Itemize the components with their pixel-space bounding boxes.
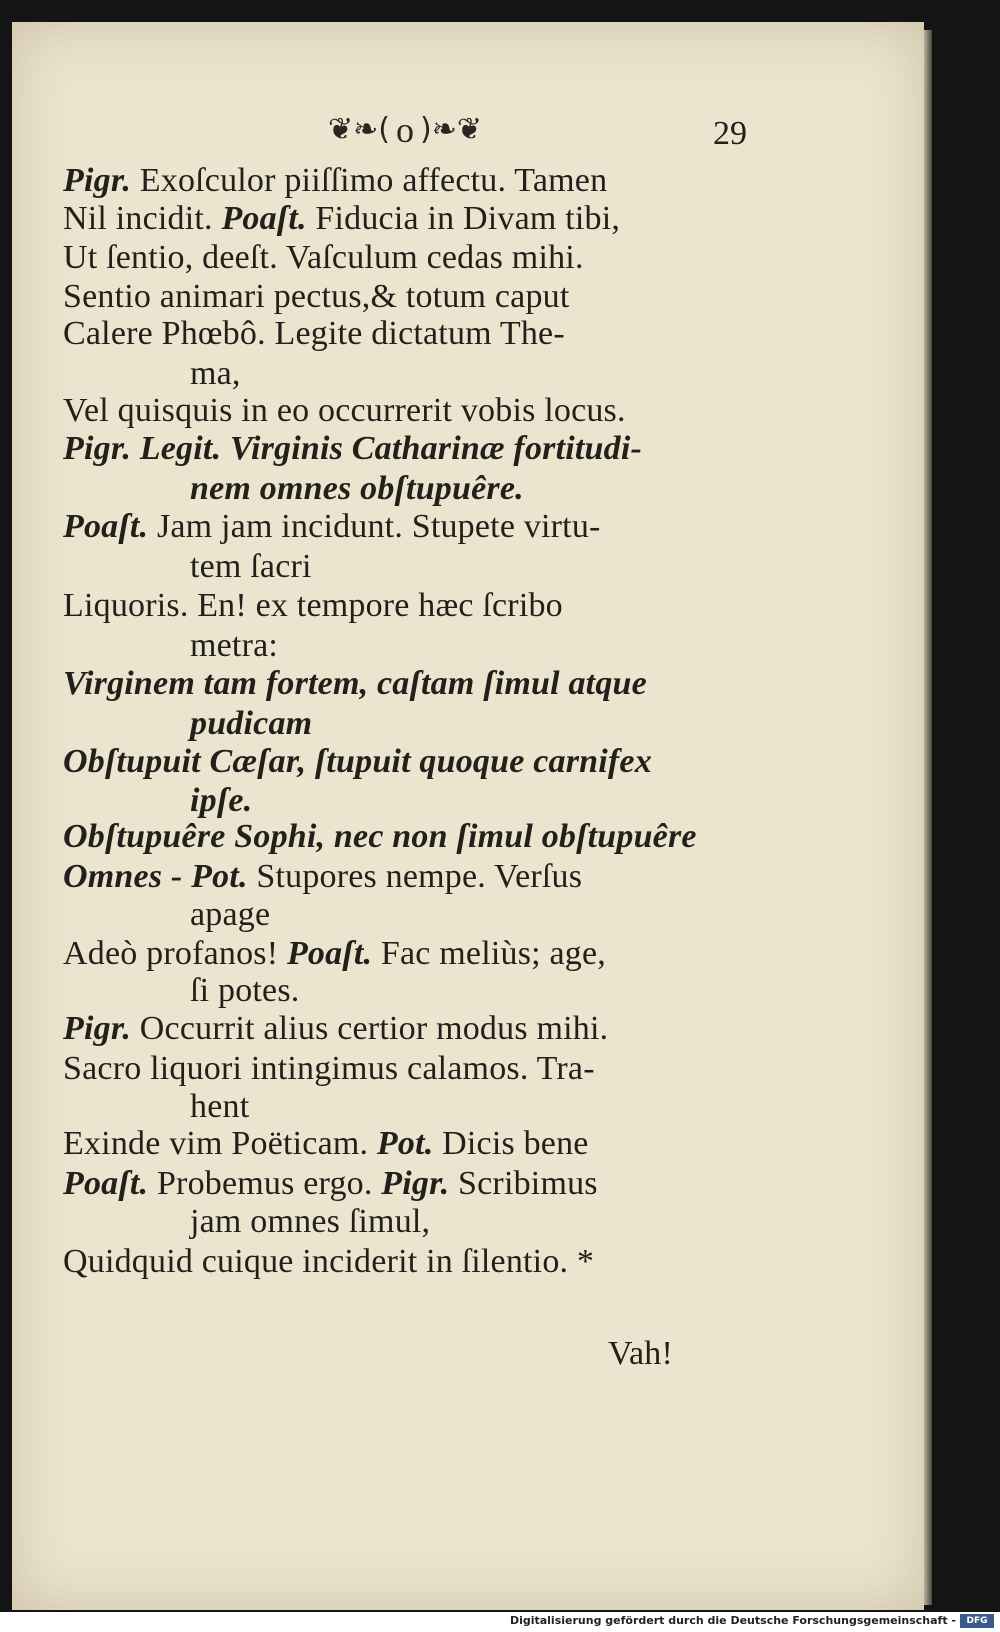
speaker-or-italic-text: Poaſt. [63,508,149,545]
line-text: Scribimus [449,1165,598,1202]
footer-credit: Digitalisierung gefördert durch die Deutsche Forschungsgemeinschaft - [509,1614,956,1627]
speaker-or-italic-text: Pigr. [63,162,132,199]
text-line [63,239,584,277]
text-line [63,858,582,896]
speaker-or-italic-text: Pigr. Legit. [63,430,222,467]
ornament-right: )❧❦ [420,112,482,147]
dfg-logo: DFG [960,1614,994,1628]
text-line [63,315,565,353]
text-line [190,705,312,743]
speaker-or-italic-text: ipſe. [190,782,253,819]
speaker-or-italic-text: pudicam [190,705,313,742]
text-line [190,1203,430,1241]
speaker-or-italic-text: nem omnes obſtupuêre. [190,470,524,507]
speaker-or-italic-text: Pigr. [381,1165,450,1202]
line-text: Probemus ergo. [148,1165,382,1202]
catchword: Vah! [608,1335,673,1372]
line-text: Occurrit alius certior modus mihi. [131,1010,609,1047]
text-line [190,896,270,934]
line-text: Ut ſentio, deeſt. Vaſculum cedas mihi. [63,239,584,276]
speaker-or-italic-text: Obſtupuit Cæſar, ſtupuit quoque carnifex [63,743,652,780]
line-text: metra: [190,627,279,664]
text-line [190,627,278,665]
line-text: Nil incidit. [63,200,222,237]
ornament-center-symbol: o [396,110,414,150]
line-text: Exoſculor piiſſimo affectu. Tamen [131,162,608,199]
speaker-or-italic-text: Poaſt. [221,200,307,237]
line-text: Jam jam incidunt. Stupete virtu- [148,508,601,545]
speaker-or-italic-text: Virginem tam fortem, caſtam ſimul atque [63,665,647,702]
speaker-or-italic-text: Poaſt. [63,1165,149,1202]
text-line [63,392,626,430]
line-text: jam omnes ſimul, [190,1203,431,1240]
line-text [221,430,230,467]
speaker-or-italic-text: Obſtupuêre Sophi, nec non ſimul obſtupuêre [63,818,697,855]
speaker-or-italic-text: Virginis Catharinæ fortitudi- [229,430,642,467]
line-text: ma, [190,355,241,392]
text-line [190,1088,249,1126]
line-text: Calere Phœbô. Legite dictatum The- [63,315,565,352]
speaker-or-italic-text: Pigr. [63,1010,132,1047]
text-line [63,162,607,200]
line-text: Quidquid cuique inciderit in ſilentio. * [63,1243,595,1280]
text-line [63,1243,594,1281]
text-line [63,508,601,546]
line-text: Exinde vim Poëticam. [63,1125,377,1162]
text-line [63,1125,589,1163]
speaker-or-italic-text: Pot. [376,1125,434,1162]
text-line [63,278,570,316]
text-line [63,200,620,238]
line-text: Vel quisquis in eo occurrerit vobis locus. [63,392,626,429]
page-edge [924,30,932,1605]
text-line [190,355,241,393]
text-line [190,972,299,1010]
line-text: ſi potes. [190,972,300,1009]
line-text: apage [190,896,271,933]
line-text: Sacro liquori intingimus calamos. Tra- [63,1050,595,1087]
line-text: Adeò profanos! [63,935,287,972]
text-line [63,430,642,468]
page-number: 29 [713,115,747,152]
text-line [190,782,252,820]
line-text: tem ſacri [190,548,312,585]
text-line [63,743,652,781]
speaker-or-italic-text: Poaſt. [286,935,373,972]
text-line [63,935,606,973]
text-line [63,1010,608,1048]
text-line [63,1165,598,1203]
text-line [190,470,524,508]
line-text: Liquoris. En! ex tempore hæc ſcribo [63,587,563,624]
line-text: Fiducia in Divam tibi, [306,200,621,237]
text-line [63,1050,595,1088]
text-line [63,665,647,703]
text-line [63,818,697,856]
text-line [63,587,563,625]
headpiece-ornament [295,108,515,152]
speaker-or-italic-text: Omnes - Pot. [63,858,248,895]
ornament-left: ❦❧( [328,112,390,147]
line-text: Fac meliùs; age, [372,935,606,972]
text-line [190,548,312,586]
line-text: hent [190,1088,250,1125]
line-text: Stupores nempe. Verſus [247,858,583,895]
line-text: Sentio animari pectus,& totum caput [63,278,570,315]
line-text: Dicis bene [433,1125,589,1162]
